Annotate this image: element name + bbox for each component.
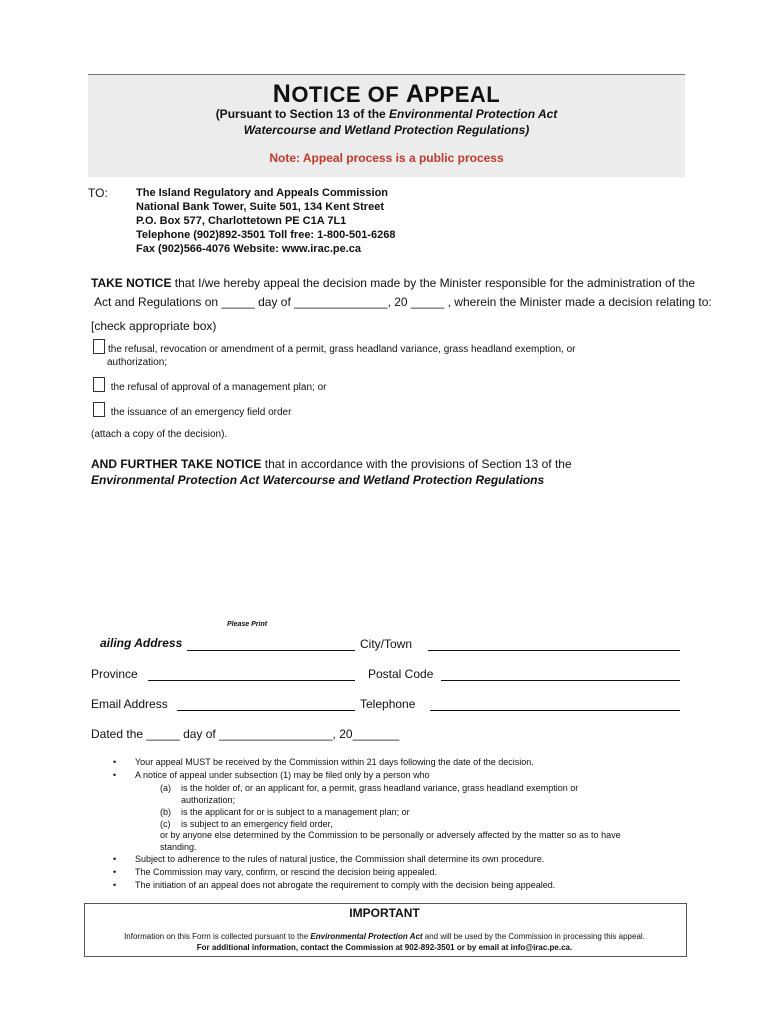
further-notice-line: AND FURTHER TAKE NOTICE that in accordance with the provisions of Section 13 of the <box>91 457 572 471</box>
sub-item-label: (c) <box>160 819 171 829</box>
telephone-field[interactable] <box>430 710 680 711</box>
sub-item-text: is the applicant for or is subject to a management plan; or <box>181 807 410 817</box>
checkbox[interactable] <box>93 377 105 392</box>
bullet: • <box>113 854 117 864</box>
bullet: • <box>113 757 117 767</box>
to-label: TO: <box>88 186 108 200</box>
province-field[interactable] <box>148 680 355 681</box>
sub-item-text: or by anyone else determined by the Commission to be personally or adversely affected by the matter so as to have <box>160 830 621 840</box>
mailing-address-field[interactable] <box>187 650 355 651</box>
bullet-text: The Commission may vary, confirm, or rescind the decision being appealed. <box>135 867 437 877</box>
bullet-text: The initiation of an appeal does not abrogate the requirement to comply with the decision being appealed. <box>135 880 556 890</box>
mailing-address-label: ailing Address <box>100 636 183 650</box>
province-label: Province <box>91 667 138 681</box>
bullet: • <box>113 880 117 890</box>
sub-item-text: standing. <box>160 842 197 852</box>
check-instruction: [check appropriate box) <box>91 319 217 333</box>
email-field[interactable] <box>177 710 355 711</box>
sub-item-text: authorization; <box>181 795 236 805</box>
recipient-line: P.O. Box 577, Charlottetown PE C1A 7L1 <box>136 215 347 227</box>
bullet-text: Subject to adherence to the rules of natural justice, the Commission shall determine its own procedure. <box>135 854 545 864</box>
take-notice-line-1: TAKE NOTICE that I/we hereby appeal the decision made by the Minister responsible for the administration of the <box>91 276 696 290</box>
dated-line: Dated the _____ day of _________________, 20_______ <box>91 727 400 741</box>
subtitle-line-1: (Pursuant to Section 13 of the Environmental Protection Act <box>215 107 558 121</box>
recipient-line: Fax (902)566-4076 Website: www.irac.pe.ca <box>136 243 362 255</box>
option-refusal-permit[interactable]: the refusal, revocation or amendment of a permit, grass headland variance, grass headland exemption, or <box>93 339 576 355</box>
telephone-label: Telephone <box>360 697 416 711</box>
public-process-note: Note: Appeal process is a public process <box>269 151 504 165</box>
city-town-label: City/Town <box>360 637 413 651</box>
option-refusal-permit-cont: authorization; <box>107 357 168 368</box>
postal-code-label: Postal Code <box>368 667 434 681</box>
option-management-plan[interactable]: the refusal of approval of a management plan; or <box>93 377 326 393</box>
option-emergency-order[interactable]: the issuance of an emergency field order <box>93 402 291 418</box>
sub-item-label: (b) <box>160 807 171 817</box>
sub-item-label: (a) <box>160 783 171 793</box>
recipient-line: National Bank Tower, Suite 501, 134 Kent Street <box>136 201 384 213</box>
checkbox[interactable] <box>93 339 105 354</box>
postal-code-field[interactable] <box>441 680 680 681</box>
attach-note: (attach a copy of the decision). <box>91 429 228 440</box>
bullet-text: Your appeal MUST be received by the Commission within 21 days following the date of the decision. <box>135 757 534 767</box>
important-title: IMPORTANT <box>349 906 420 920</box>
please-print-label: Please Print <box>227 621 268 628</box>
checkbox[interactable] <box>93 402 105 417</box>
sub-item-text: is subject to an emergency field order, <box>181 819 333 829</box>
important-line-2: For additional information, contact the Commission at 902-892-3501 or by email at info@irac.pe.ca. <box>196 943 573 952</box>
further-notice-act: Environmental Protection Act Watercourse and Wetland Protection Regulations <box>91 473 545 487</box>
sub-item-text: is the holder of, or an applicant for, a permit, grass headland variance, grass headland exemption or <box>181 783 579 793</box>
recipient-line: Telephone (902)892-3501 Toll free: 1-800-501-6268 <box>136 229 396 241</box>
page-title: NOTICE OF APPEAL <box>272 80 501 108</box>
bullet-text: A notice of appeal under subsection (1) may be filed only by a person who <box>135 770 430 780</box>
email-label: Email Address <box>91 697 168 711</box>
bullet: • <box>113 770 117 780</box>
bullet: • <box>113 867 117 877</box>
recipient-line: The Island Regulatory and Appeals Commission <box>136 187 389 199</box>
take-notice-line-2: Act and Regulations on _____ day of ______________, 20 _____ , wherein the Minister made a decision relating to: <box>94 295 712 309</box>
subtitle-line-2: Watercourse and Wetland Protection Regulations) <box>243 123 530 137</box>
city-town-field[interactable] <box>428 650 680 651</box>
important-line-1: Information on this Form is collected pursuant to the Environmental Protection Act and will be used by the Commission in processing this appeal. <box>124 932 645 941</box>
